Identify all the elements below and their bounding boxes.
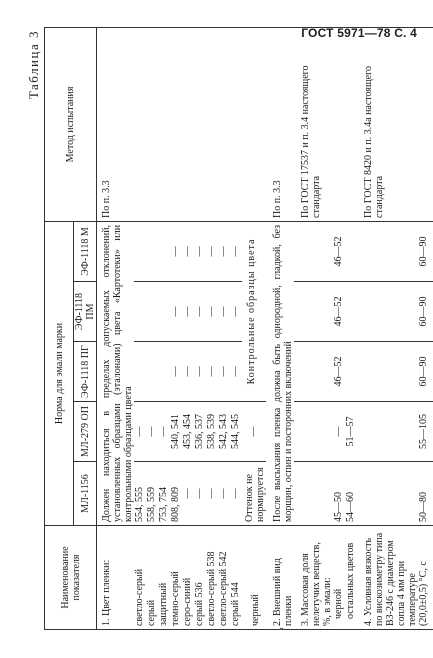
value-cell: — xyxy=(242,402,266,462)
grade-header: МЛ-279 ОП xyxy=(74,402,97,462)
color-name: серый 536 xyxy=(194,526,206,630)
value-cell: 753, 754 xyxy=(158,462,170,526)
method-cell: По ГОСТ 17537 и п. 3.4 настоящего стандарта xyxy=(294,27,333,221)
value-cell: — xyxy=(134,402,146,462)
specs-table xyxy=(44,27,433,630)
value-cell: Оттенок не нормируется xyxy=(242,462,266,526)
table-row: светло-серый 542 — 542, 543 — — — xyxy=(218,27,230,629)
grade-header: ЭФ-1118 ПМ xyxy=(74,282,97,342)
value-cell: 536, 537 xyxy=(194,402,206,462)
row-name: 2. Внешний вид пленки xyxy=(266,526,294,630)
value-cell: — xyxy=(194,462,206,526)
color-name: темно-серый xyxy=(170,526,182,630)
value-cell: — xyxy=(182,462,194,526)
row-sub-label: черной xyxy=(333,526,345,630)
value-cell: 54—60 xyxy=(345,462,357,526)
value-cell: — xyxy=(218,462,230,526)
color-requirement-text: Должен находиться в пределах допускаемых отклонений, установленных образцами (эталонами) цвета «Картотеки» или контрольными образцами цвета xyxy=(97,221,135,525)
value-cell: — xyxy=(206,462,218,526)
value-cell: 55—105 xyxy=(357,402,433,462)
value-cell: 544, 545 xyxy=(230,402,242,462)
table-row: серо-синий — 453, 454 — — — xyxy=(182,27,194,629)
value-cell: 540, 541 xyxy=(170,402,182,462)
table-row xyxy=(345,27,357,629)
control-samples-note: Контрольные образцы цвета xyxy=(242,221,266,401)
rotated-table-block xyxy=(22,28,429,630)
row-name: 3. Массовая доля нелетучих веществ, %, в эмали: xyxy=(294,526,333,630)
table-row: черной 45—50 — 46—52 46—52 46—52 xyxy=(333,27,345,629)
table-row xyxy=(294,27,333,629)
appearance-requirement-text: После высыхания пленка должна быть однородной, гладкой, без морщин, оспин и посторонних включений xyxy=(266,221,294,525)
row-sub-label: остальных цветов xyxy=(345,526,357,630)
value-cell: 542, 543 xyxy=(218,402,230,462)
color-name: светло-серый 542 xyxy=(218,526,230,630)
value-cell: — xyxy=(146,402,158,462)
value-cell: 558, 559 xyxy=(146,462,158,526)
color-name: защитный xyxy=(158,526,170,630)
table-row xyxy=(158,27,170,629)
value-cell: 46—52 xyxy=(333,282,345,342)
value-cell: — xyxy=(230,462,242,526)
value-cell: 538, 539 xyxy=(206,402,218,462)
value-cell: 45—50 xyxy=(333,462,345,526)
gost-page-header: ГОСТ 5971—78 С. 4 xyxy=(301,26,417,40)
table-row: светло-серый 538 — 538, 539 — — — xyxy=(206,27,218,629)
table-title: Таблица 3 xyxy=(26,30,41,100)
header-name: Наименование показателя xyxy=(45,526,97,630)
row-name: 1. Цвет пленки: xyxy=(97,526,135,630)
table-row: серый 536 — 536, 537 — — — xyxy=(194,27,206,629)
table-row xyxy=(266,27,294,629)
value-cell: 554, 555 xyxy=(134,462,146,526)
value-cell: 808, 809 xyxy=(170,462,182,526)
value-cell: 50—80 xyxy=(357,462,433,526)
header-norm: Норма для эмали марки xyxy=(45,221,74,525)
color-name: серый xyxy=(146,526,158,630)
color-name: светло-серый xyxy=(134,526,146,630)
page-speck xyxy=(280,628,283,630)
value-cell: 60—90 xyxy=(357,282,433,342)
color-name: черный xyxy=(242,526,266,630)
value-cell: 51—57 xyxy=(345,402,357,462)
value-cell: 453, 454 xyxy=(182,402,194,462)
color-name: серый 544 xyxy=(230,526,242,630)
table-row xyxy=(242,27,266,629)
method-cell: По п. 3.3 xyxy=(97,27,135,221)
value-cell: 46—52 xyxy=(333,342,345,402)
color-name: серо-синий xyxy=(182,526,194,630)
method-cell: По п. 3.3 xyxy=(266,27,294,221)
grade-header: ЭФ-1118 ПГ xyxy=(74,342,97,402)
table-row xyxy=(146,27,158,629)
row-name: 4. Условная вязкость по вискозиметру типа ВЗ-246 с диаметром сопла 4 мм при температуре (20,0±0,5) °С, с xyxy=(357,526,433,630)
value-cell: 60—90 xyxy=(357,221,433,281)
table-row xyxy=(357,27,433,629)
grade-header: МЛ-1156 xyxy=(74,462,97,526)
method-cell: По ГОСТ 8420 и п. 3.4а настоящего стандарта xyxy=(357,27,433,221)
value-cell: 60—90 xyxy=(357,342,433,402)
table-row xyxy=(97,27,135,629)
header-method: Метод испытания xyxy=(45,27,97,221)
table-row xyxy=(134,27,146,629)
table-row: темно-серый 808, 809 540, 541 — — — xyxy=(170,27,182,629)
value-cell: — xyxy=(158,402,170,462)
value-cell: 46—52 xyxy=(333,221,345,281)
color-name: светло-серый 538 xyxy=(206,526,218,630)
grade-header: ЭФ-1118 М xyxy=(74,221,97,281)
table-row: серый 544 — 544, 545 — — — xyxy=(230,27,242,629)
